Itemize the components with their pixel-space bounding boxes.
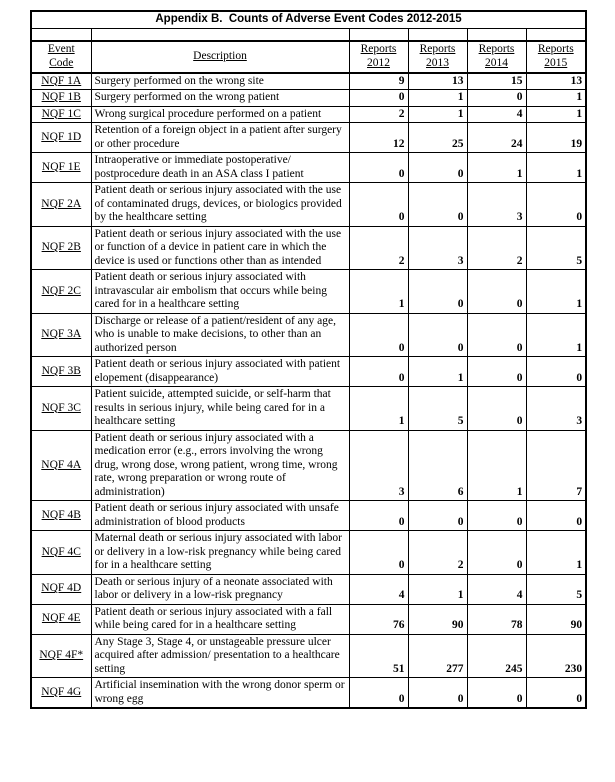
report-count-cell-2013: 3 [408, 226, 467, 270]
event-code-cell: NQF 4A [31, 430, 91, 501]
report-count-cell-2012: 0 [349, 313, 408, 357]
report-count-cell-2013: 6 [408, 430, 467, 501]
report-count-cell-2012: 76 [349, 604, 408, 634]
report-count-cell-2015: 3 [526, 387, 586, 431]
report-count-cell-2012: 2 [349, 106, 408, 123]
event-code-cell: NQF 1D [31, 123, 91, 153]
report-count-cell-2013: 0 [408, 313, 467, 357]
column-header-label: 2013 [426, 56, 449, 69]
spacer-cell [408, 28, 467, 41]
description-cell: Patient suicide, attempted suicide, or self-harm that results in serious injury, while being cared for in a healthcare setting [91, 387, 349, 431]
report-count-cell-2013: 0 [408, 183, 467, 227]
table-row [31, 153, 586, 183]
report-count-cell-2014: 0 [467, 313, 526, 357]
report-count-cell-2012: 0 [349, 183, 408, 227]
report-count-cell-2014: 15 [467, 73, 526, 90]
report-count-cell-2013: 277 [408, 634, 467, 678]
table-row [31, 270, 586, 314]
table-header-row [31, 41, 586, 73]
column-header-event-code [31, 41, 91, 73]
adverse-event-codes-table [30, 10, 587, 709]
event-code-cell: NQF 4B [31, 501, 91, 531]
column-header-label: Reports [419, 42, 456, 55]
report-count-cell-2012: 3 [349, 430, 408, 501]
title-row [31, 11, 586, 28]
description-cell: Patient death or serious injury associated with a medication error (e.g., errors involving the wrong drug, wrong dose, wrong patient, wrong time, wrong rate, wrong preparation or wrong route of administration) [91, 430, 349, 501]
table-row [31, 106, 586, 123]
report-count-cell-2015: 5 [526, 574, 586, 604]
table-row [31, 90, 586, 107]
description-cell: Patient death or serious injury associated with unsafe administration of blood products [91, 501, 349, 531]
report-count-cell-2014: 0 [467, 357, 526, 387]
column-header-reports-2012 [349, 41, 408, 73]
report-count-cell-2014: 1 [467, 430, 526, 501]
report-count-cell-2015: 0 [526, 678, 586, 709]
report-count-cell-2014: 0 [467, 270, 526, 314]
report-count-cell-2015: 13 [526, 73, 586, 90]
report-count-cell-2013: 2 [408, 531, 467, 575]
report-count-cell-2012: 0 [349, 678, 408, 709]
table-row [31, 501, 586, 531]
report-count-cell-2014: 24 [467, 123, 526, 153]
event-code-cell: NQF 1E [31, 153, 91, 183]
event-code-cell: NQF 1A [31, 73, 91, 90]
column-header-label: Reports [360, 42, 397, 55]
column-header-label: 2014 [485, 56, 508, 69]
report-count-cell-2014: 0 [467, 678, 526, 709]
description-cell: Retention of a foreign object in a patient after surgery or other procedure [91, 123, 349, 153]
report-count-cell-2014: 3 [467, 183, 526, 227]
table-row [31, 574, 586, 604]
report-count-cell-2013: 1 [408, 106, 467, 123]
report-count-cell-2012: 0 [349, 501, 408, 531]
report-count-cell-2014: 0 [467, 90, 526, 107]
column-header-label: Code [49, 56, 74, 69]
report-count-cell-2015: 1 [526, 106, 586, 123]
report-count-cell-2012: 0 [349, 531, 408, 575]
table-row [31, 313, 586, 357]
spacer-cell [467, 28, 526, 41]
report-count-cell-2014: 4 [467, 574, 526, 604]
report-count-cell-2013: 1 [408, 574, 467, 604]
spacer-cell [91, 28, 349, 41]
report-count-cell-2012: 51 [349, 634, 408, 678]
report-count-cell-2015: 1 [526, 270, 586, 314]
report-count-cell-2012: 1 [349, 387, 408, 431]
column-header-label: Reports [478, 42, 515, 55]
table-row [31, 73, 586, 90]
report-count-cell-2013: 0 [408, 501, 467, 531]
event-code-cell: NQF 4F* [31, 634, 91, 678]
event-code-cell: NQF 3C [31, 387, 91, 431]
column-header-label: 2012 [367, 56, 390, 69]
description-cell: Patient death or serious injury associated with patient elopement (disappearance) [91, 357, 349, 387]
report-count-cell-2015: 7 [526, 430, 586, 501]
report-count-cell-2015: 230 [526, 634, 586, 678]
report-count-cell-2014: 1 [467, 153, 526, 183]
column-header-label: Reports [537, 42, 574, 55]
report-count-cell-2015: 0 [526, 183, 586, 227]
report-count-cell-2014: 245 [467, 634, 526, 678]
event-code-cell: NQF 4E [31, 604, 91, 634]
table-row [31, 430, 586, 501]
column-header-label: Description [193, 49, 247, 62]
report-count-cell-2013: 1 [408, 357, 467, 387]
report-count-cell-2012: 9 [349, 73, 408, 90]
report-count-cell-2015: 19 [526, 123, 586, 153]
report-count-cell-2013: 1 [408, 90, 467, 107]
event-code-cell: NQF 4D [31, 574, 91, 604]
report-count-cell-2012: 4 [349, 574, 408, 604]
event-code-cell: NQF 2A [31, 183, 91, 227]
spacer-cell [31, 28, 91, 41]
description-cell: Patient death or serious injury associated with the use of contaminated drugs, devices, or biologics provided by the healthcare setting [91, 183, 349, 227]
description-cell: Death or serious injury of a neonate associated with labor or delivery in a low-risk pregnancy [91, 574, 349, 604]
report-count-cell-2015: 0 [526, 501, 586, 531]
table-row [31, 387, 586, 431]
event-code-cell: NQF 1B [31, 90, 91, 107]
spacer-row [31, 28, 586, 41]
column-header-description [91, 41, 349, 73]
event-code-cell: NQF 2B [31, 226, 91, 270]
description-cell: Artificial insemination with the wrong donor sperm or wrong egg [91, 678, 349, 709]
table-row [31, 183, 586, 227]
column-header-reports-2014 [467, 41, 526, 73]
column-header-label: 2015 [544, 56, 568, 69]
report-count-cell-2012: 0 [349, 90, 408, 107]
description-cell: Any Stage 3, Stage 4, or unstageable pressure ulcer acquired after admission/ presentation to a healthcare setting [91, 634, 349, 678]
report-count-cell-2015: 5 [526, 226, 586, 270]
report-count-cell-2012: 0 [349, 153, 408, 183]
report-count-cell-2013: 90 [408, 604, 467, 634]
event-code-cell: NQF 1C [31, 106, 91, 123]
report-count-cell-2015: 1 [526, 313, 586, 357]
report-count-cell-2013: 5 [408, 387, 467, 431]
report-count-cell-2013: 0 [408, 270, 467, 314]
report-count-cell-2015: 1 [526, 153, 586, 183]
table-row [31, 123, 586, 153]
column-header-reports-2013 [408, 41, 467, 73]
description-cell: Patient death or serious injury associated with the use or function of a device in patient care in which the device is used or functions other than as intended [91, 226, 349, 270]
event-code-cell: NQF 2C [31, 270, 91, 314]
description-cell: Patient death or serious injury associated with intravascular air embolism that occurs while being cared for in a healthcare setting [91, 270, 349, 314]
spacer-cell [349, 28, 408, 41]
table-row [31, 678, 586, 709]
report-count-cell-2014: 2 [467, 226, 526, 270]
report-count-cell-2014: 0 [467, 501, 526, 531]
description-cell: Discharge or release of a patient/resident of any age, who is unable to make decisions, to other than an authorized person [91, 313, 349, 357]
report-count-cell-2013: 13 [408, 73, 467, 90]
table-row [31, 531, 586, 575]
description-cell: Maternal death or serious injury associated with labor or delivery in a low-risk pregnancy while being cared for in a healthcare setting [91, 531, 349, 575]
report-count-cell-2013: 0 [408, 678, 467, 709]
report-count-cell-2013: 0 [408, 153, 467, 183]
report-count-cell-2013: 25 [408, 123, 467, 153]
report-count-cell-2012: 12 [349, 123, 408, 153]
table-row [31, 357, 586, 387]
table-row [31, 634, 586, 678]
event-code-cell: NQF 4C [31, 531, 91, 575]
report-count-cell-2014: 4 [467, 106, 526, 123]
description-cell: Wrong surgical procedure performed on a patient [91, 106, 349, 123]
table-row [31, 604, 586, 634]
description-cell: Surgery performed on the wrong patient [91, 90, 349, 107]
column-header-label: Event [47, 42, 75, 55]
spacer-cell [526, 28, 586, 41]
event-code-cell: NQF 3B [31, 357, 91, 387]
report-count-cell-2015: 1 [526, 90, 586, 107]
report-count-cell-2015: 0 [526, 357, 586, 387]
description-cell: Intraoperative or immediate postoperative/ postprocedure death in an ASA class I patient [91, 153, 349, 183]
description-cell: Patient death or serious injury associated with a fall while being cared for in a healthcare setting [91, 604, 349, 634]
report-count-cell-2012: 1 [349, 270, 408, 314]
report-count-cell-2014: 0 [467, 387, 526, 431]
report-count-cell-2012: 2 [349, 226, 408, 270]
event-code-cell: NQF 4G [31, 678, 91, 709]
report-count-cell-2012: 0 [349, 357, 408, 387]
page-title: Appendix B. Counts of Adverse Event Codes 2012-2015 [31, 11, 586, 28]
column-header-reports-2015 [526, 41, 586, 73]
event-code-cell: NQF 3A [31, 313, 91, 357]
report-count-cell-2015: 1 [526, 531, 586, 575]
report-count-cell-2015: 90 [526, 604, 586, 634]
report-count-cell-2014: 78 [467, 604, 526, 634]
table-row [31, 226, 586, 270]
report-count-cell-2014: 0 [467, 531, 526, 575]
description-cell: Surgery performed on the wrong site [91, 73, 349, 90]
